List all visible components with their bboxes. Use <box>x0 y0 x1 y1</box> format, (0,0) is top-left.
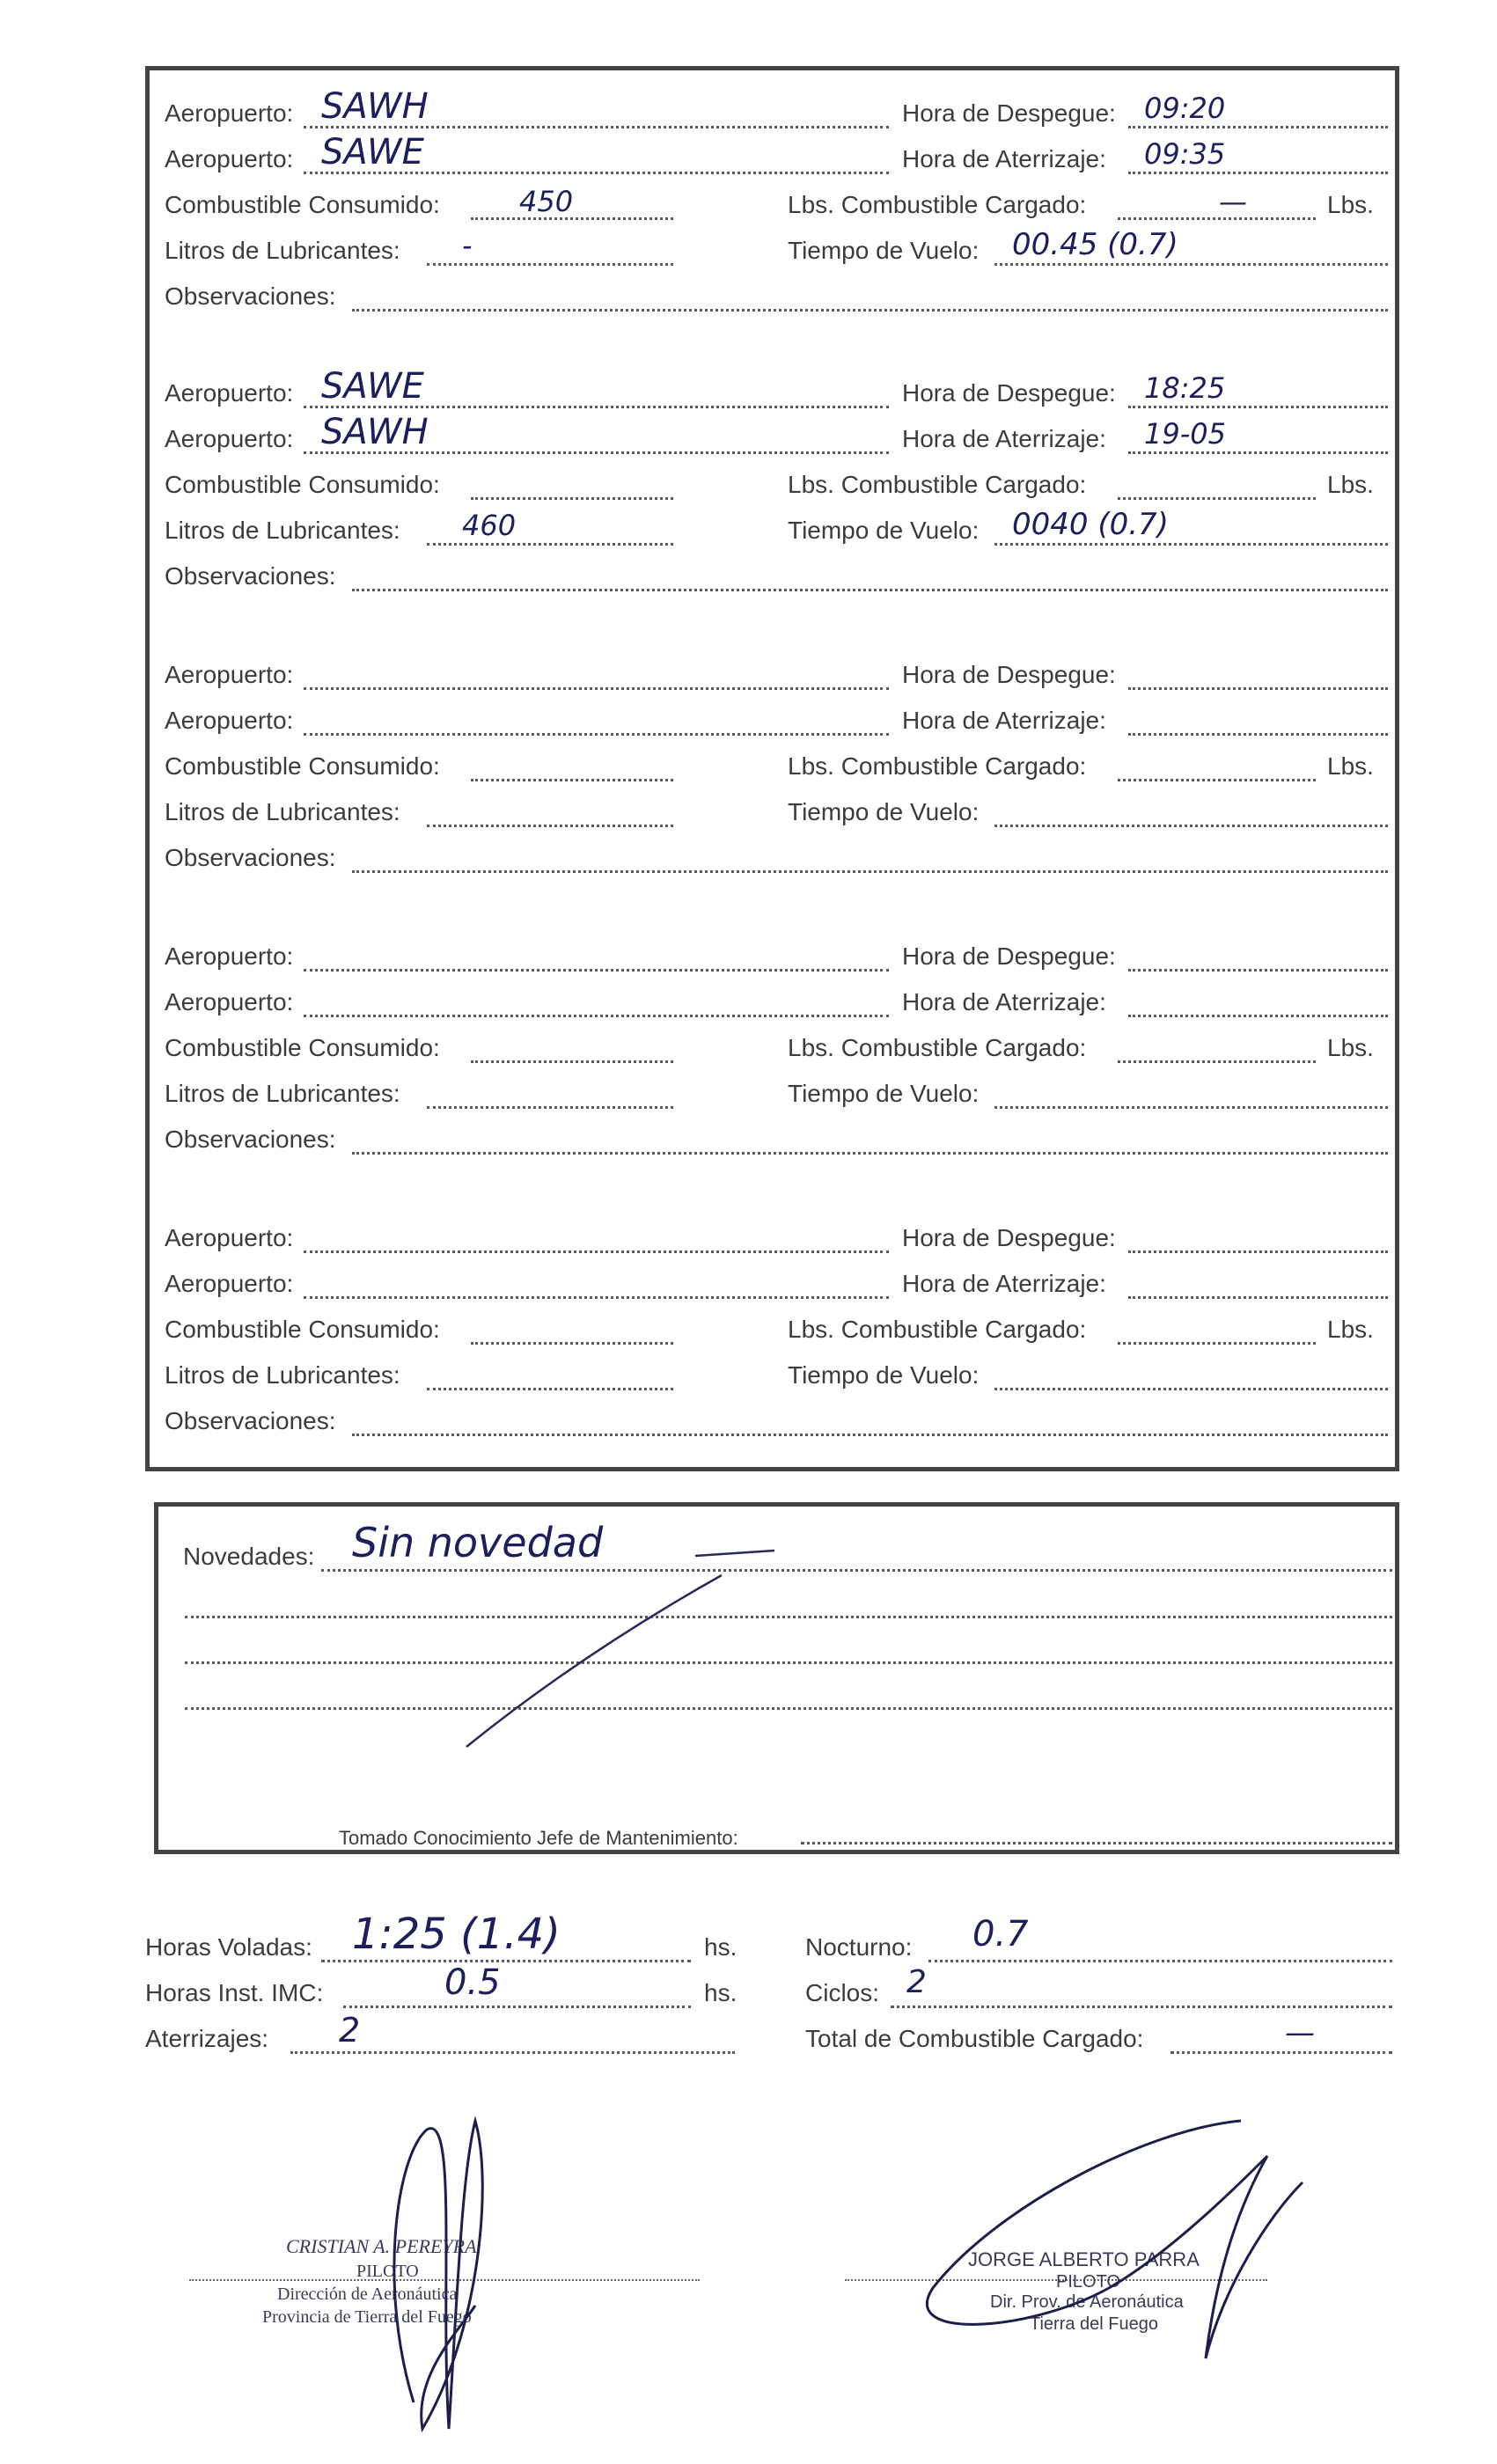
litros-lubricantes-value: 460 <box>462 509 517 542</box>
aeropuerto-label: Aeropuerto: <box>165 1224 294 1251</box>
tiempo-vuelo-label: Tiempo de Vuelo: <box>788 798 980 825</box>
hora-aterrizaje-label: Hora de Aterrizaje: <box>902 707 1106 734</box>
aeropuerto-label: Aeropuerto: <box>165 379 294 407</box>
litros-lubricantes-label: Litros de Lubricantes: <box>165 1080 400 1107</box>
hora-despegue-label: Hora de Despegue: <box>902 942 1116 970</box>
combustible-cargado-label: Lbs. Combustible Cargado: <box>788 1316 1087 1343</box>
hora-aterrizaje-value: 09:35 <box>1144 137 1226 171</box>
hora-aterrizaje-label: Hora de Aterrizaje: <box>902 145 1106 172</box>
litros-lubricantes-label: Litros de Lubricantes: <box>165 237 400 264</box>
observaciones-label: Observaciones: <box>165 844 336 871</box>
litros-lubricantes-label: Litros de Lubricantes: <box>165 517 400 544</box>
aeropuerto-label: Aeropuerto: <box>165 707 294 734</box>
observaciones-label: Observaciones: <box>165 1126 336 1153</box>
observaciones-label: Observaciones: <box>165 282 336 310</box>
tiempo-vuelo-label: Tiempo de Vuelo: <box>788 1080 980 1107</box>
litros-lubricantes-label: Litros de Lubricantes: <box>165 1361 400 1389</box>
novedades-underline-arrow <box>695 1551 774 1556</box>
tiempo-vuelo-label: Tiempo de Vuelo: <box>788 1361 980 1389</box>
combustible-cargado-label: Lbs. Combustible Cargado: <box>788 191 1087 218</box>
hora-despegue-label: Hora de Despegue: <box>902 99 1116 127</box>
aeropuerto-origin-value: SAWE <box>321 366 424 407</box>
left-stamp-province: Provincia de Tierra del Fuego <box>262 2307 472 2327</box>
nocturno-label: Nocturno: <box>805 1933 913 1961</box>
combustible-cargado-label: Lbs. Combustible Cargado: <box>788 752 1087 780</box>
combustible-consumido-label: Combustible Consumido: <box>165 1034 440 1061</box>
horas-inst-value: 0.5 <box>444 1962 501 2003</box>
lbs-unit-label: Lbs. <box>1327 1034 1374 1061</box>
aeropuerto-label: Aeropuerto: <box>165 988 294 1016</box>
aeropuerto-destination-value: SAWH <box>321 412 429 452</box>
hora-aterrizaje-label: Hora de Aterrizaje: <box>902 988 1106 1016</box>
tomado-conocimiento-label: Tomado Conocimiento Jefe de Mantenimiento: <box>339 1827 738 1849</box>
ciclos-label: Ciclos: <box>805 1979 880 2006</box>
aeropuerto-label: Aeropuerto: <box>165 425 294 452</box>
right-stamp-dept: Dir. Prov. de Aeronáutica <box>990 2292 1184 2312</box>
aeropuerto-destination-value: SAWE <box>321 132 424 172</box>
right-stamp-name: JORGE ALBERTO PARRA <box>968 2248 1200 2270</box>
aeropuerto-label: Aeropuerto: <box>165 145 294 172</box>
combustible-cargado-label: Lbs. Combustible Cargado: <box>788 471 1087 498</box>
novedades-text: Sin novedad <box>352 1519 604 1566</box>
hora-despegue-value: 09:20 <box>1144 92 1226 125</box>
lbs-unit-label: Lbs. <box>1327 191 1374 218</box>
hora-aterrizaje-value: 19-05 <box>1144 417 1226 451</box>
aeropuerto-label: Aeropuerto: <box>165 99 294 127</box>
tiempo-vuelo-value: 0040 (0.7) <box>1012 507 1169 542</box>
litros-lubricantes-value: - <box>462 229 473 262</box>
hora-aterrizaje-label: Hora de Aterrizaje: <box>902 1270 1106 1297</box>
hora-aterrizaje-label: Hora de Aterrizaje: <box>902 425 1106 452</box>
combustible-consumido-label: Combustible Consumido: <box>165 1316 440 1343</box>
lbs-unit-label: Lbs. <box>1327 1316 1374 1343</box>
tiempo-vuelo-value: 00.45 (0.7) <box>1012 227 1178 262</box>
hora-despegue-label: Hora de Despegue: <box>902 379 1116 407</box>
right-stamp-role: PILOTO <box>1056 2272 1120 2292</box>
novedades-label: Novedades: <box>183 1543 315 1570</box>
horas-voladas-label: Horas Voladas: <box>145 1933 312 1961</box>
hora-despegue-value: 18:25 <box>1144 371 1226 405</box>
combustible-consumido-label: Combustible Consumido: <box>165 752 440 780</box>
right-signature <box>927 2121 1303 2358</box>
aeropuerto-origin-value: SAWH <box>321 86 429 127</box>
aeropuerto-label: Aeropuerto: <box>165 942 294 970</box>
ciclos-value: 2 <box>906 1964 927 2000</box>
novedades-strike <box>466 1575 722 1747</box>
left-stamp-name: CRISTIAN A. PEREYRA <box>286 2235 477 2257</box>
hora-despegue-label: Hora de Despegue: <box>902 661 1116 688</box>
lbs-unit-label: Lbs. <box>1327 471 1374 498</box>
left-stamp-dept: Dirección de Aeronáutica <box>277 2284 458 2304</box>
aterrizajes-value: 2 <box>339 2011 361 2050</box>
left-stamp-role: PILOTO <box>356 2262 419 2281</box>
horas-voladas-hs: hs. <box>704 1933 737 1961</box>
aterrizajes-label: Aterrizajes: <box>145 2025 269 2052</box>
combustible-consumido-label: Combustible Consumido: <box>165 471 440 498</box>
right-stamp-place: Tierra del Fuego <box>1030 2314 1158 2334</box>
hora-despegue-label: Hora de Despegue: <box>902 1224 1116 1251</box>
lbs-unit-label: Lbs. <box>1327 752 1374 780</box>
aeropuerto-label: Aeropuerto: <box>165 1270 294 1297</box>
left-signature <box>394 2121 482 2429</box>
horas-inst-label: Horas Inst. IMC: <box>145 1979 324 2006</box>
aeropuerto-label: Aeropuerto: <box>165 661 294 688</box>
tiempo-vuelo-label: Tiempo de Vuelo: <box>788 237 980 264</box>
combustible-cargado-label: Lbs. Combustible Cargado: <box>788 1034 1087 1061</box>
tiempo-vuelo-label: Tiempo de Vuelo: <box>788 517 980 544</box>
combustible-cargado-value: — <box>1219 185 1247 218</box>
total-combustible-label: Total de Combustible Cargado: <box>805 2025 1144 2052</box>
horas-voladas-value: 1:25 (1.4) <box>352 1910 561 1959</box>
total-combustible-value: — <box>1285 2015 1315 2050</box>
horas-inst-hs: hs. <box>704 1979 737 2006</box>
litros-lubricantes-label: Litros de Lubricantes: <box>165 798 400 825</box>
combustible-consumido-value: 450 <box>519 185 574 218</box>
observaciones-label: Observaciones: <box>165 562 336 590</box>
nocturno-value: 0.7 <box>972 1914 1029 1954</box>
observaciones-label: Observaciones: <box>165 1407 336 1434</box>
combustible-consumido-label: Combustible Consumido: <box>165 191 440 218</box>
